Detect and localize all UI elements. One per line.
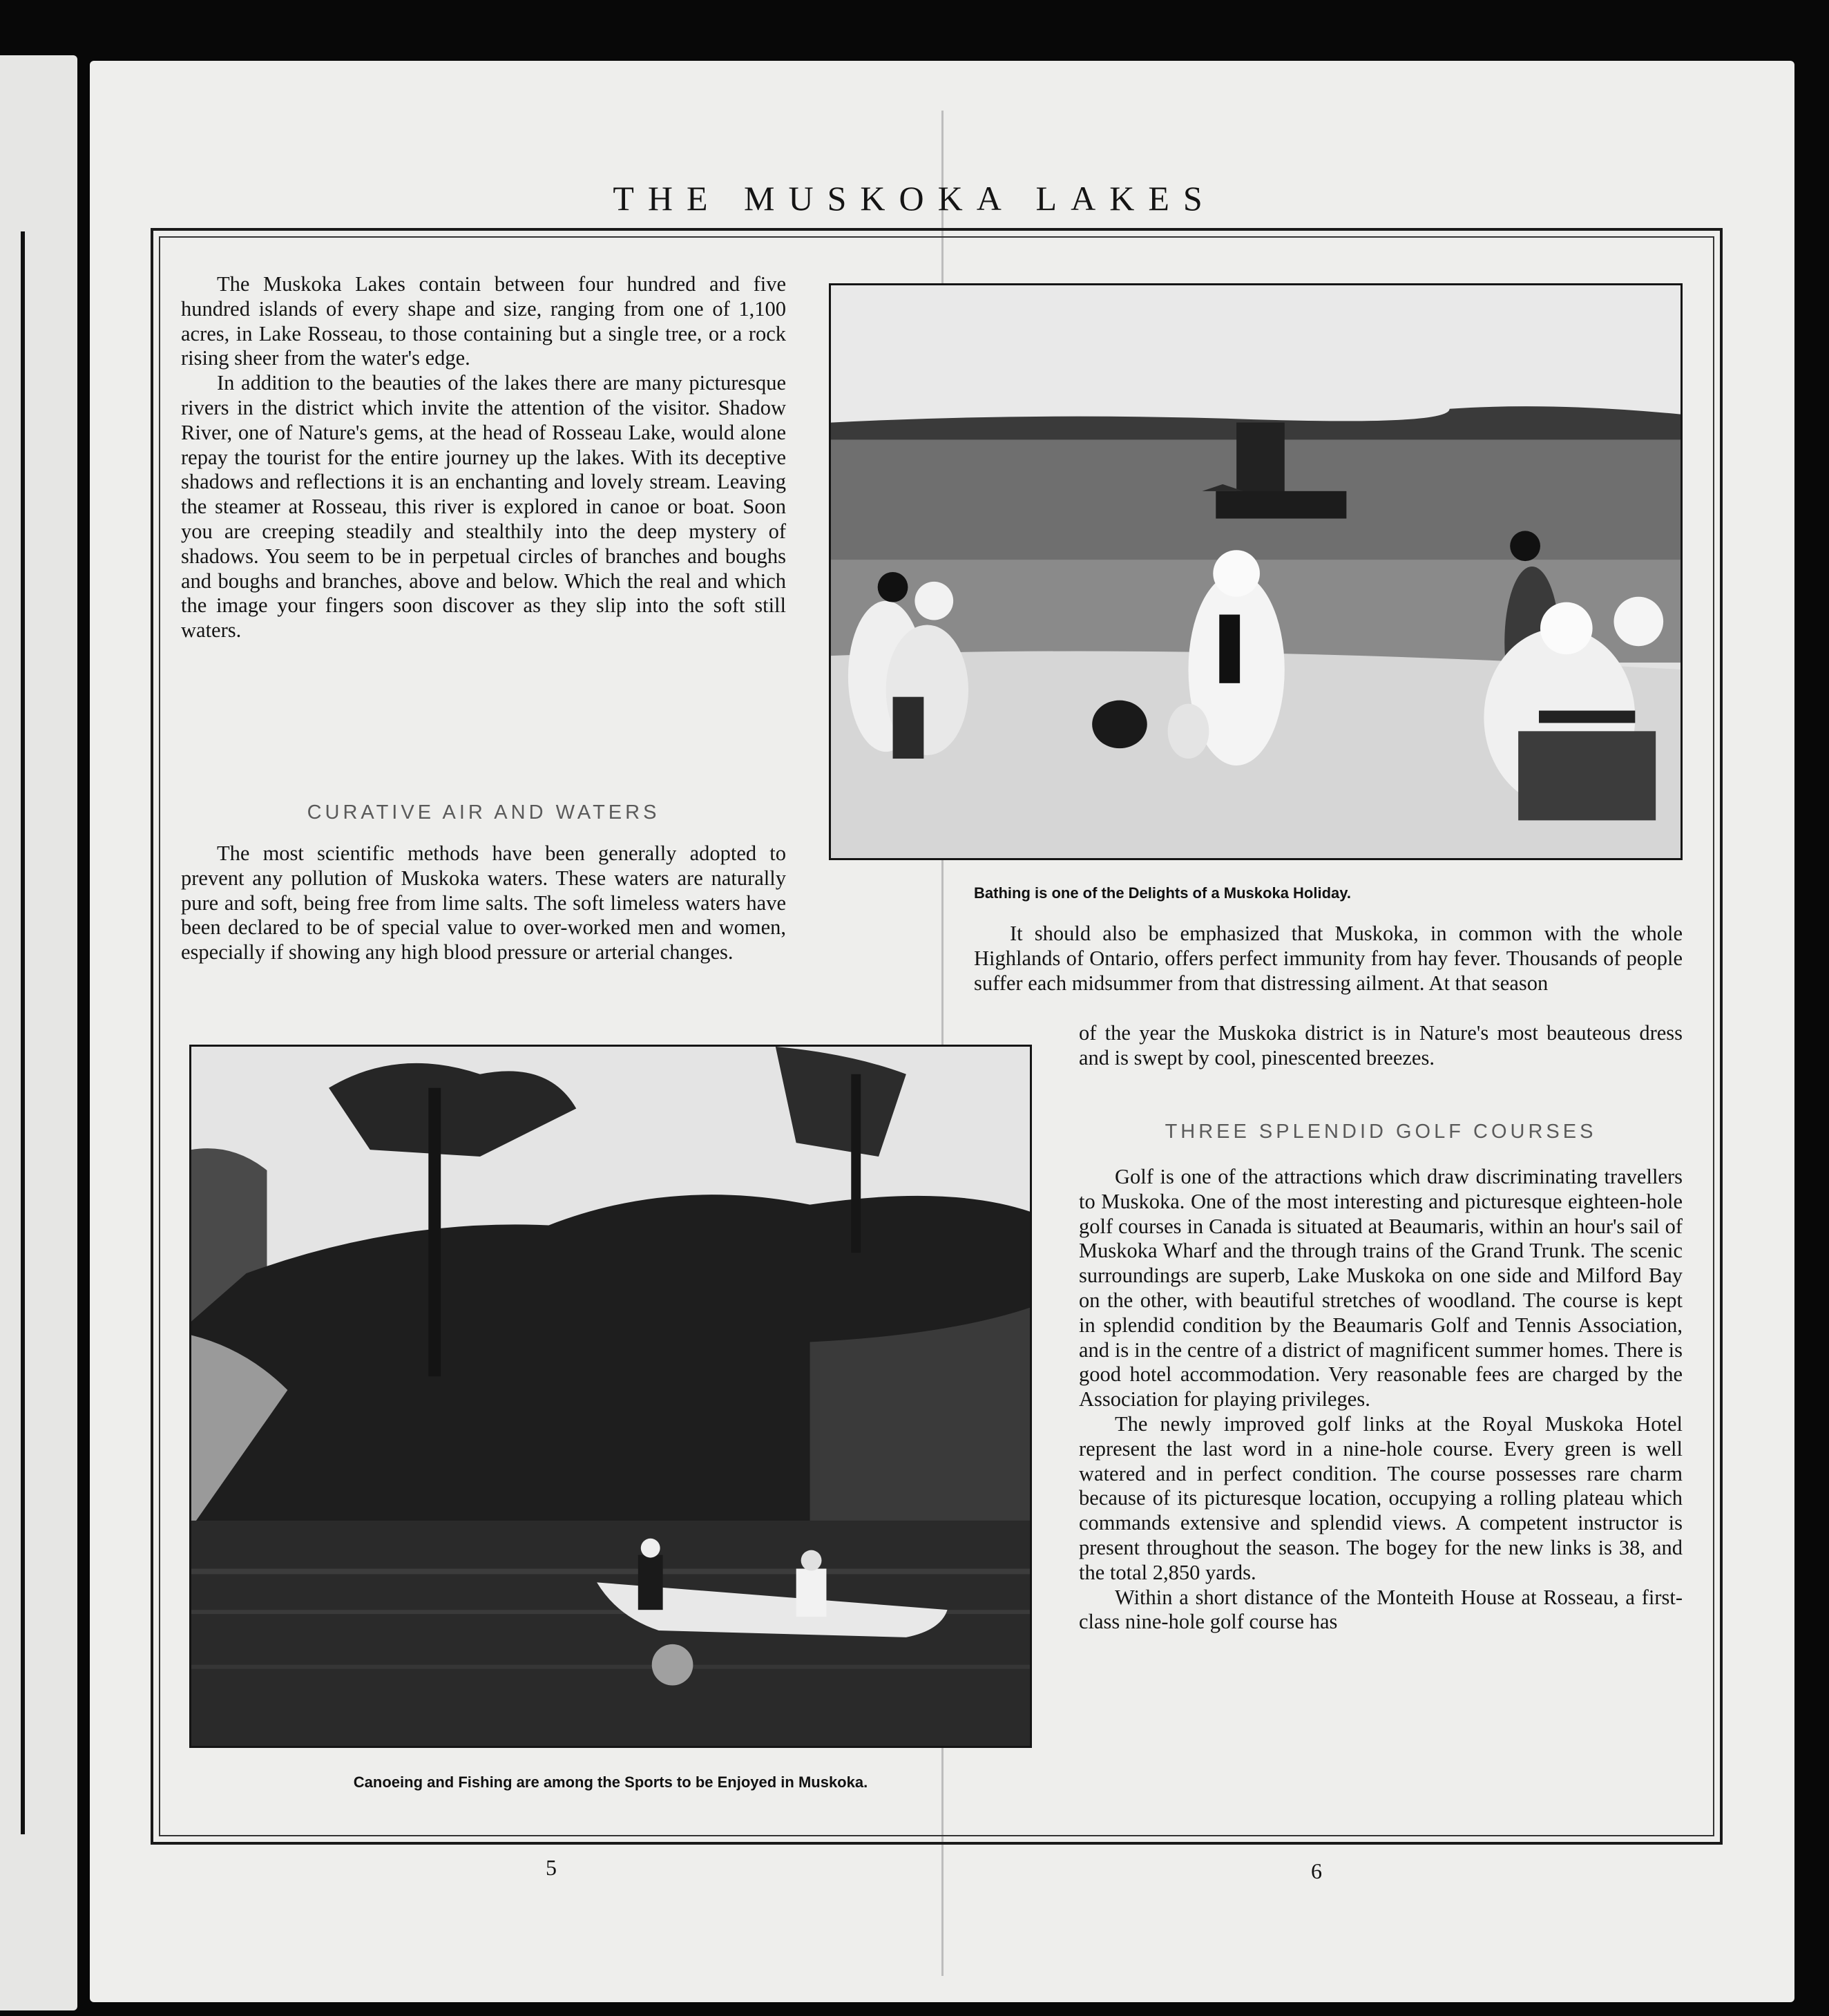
adjacent-page-edge [0,55,77,2010]
page-number-left: 5 [546,1855,557,1880]
page-number-right: 6 [1311,1858,1322,1883]
right-column-text-a [974,922,1683,996]
paragraph-beaumaris: Golf is one of the attractions which draw discriminating travellers to Muskoka. One of the most interesting and picturesque eighteen-hole golf courses in Canada is situated at Beaumaris, within an hour's sail of Muskoka Wharf and the through trains of the Grand Trunk. The scenic surroundings are superb, Lake Muskoka on one side and Milford Bay on the other, with beautiful stretches of woodland. The course is kept in splendid condition by the Beaumaris Golf and Tennis Association, and is in the centre of a district of magnificent summer homes. There is good hotel accommodation. Very reasonable fees are charged by the Association for playing privileges. [1079,1165,1683,1411]
adjacent-page-border [21,231,25,1834]
paragraph-islands: The Muskoka Lakes contain between four hundred and five hundred islands of every shape and size, ranging from one of 1,100 acres, in Lake Rosseau, to those containing but a single tree, or a rock rising sheer from the water's edge. [181,272,786,370]
right-column-text-golf [1079,1165,1683,1635]
page-title: THE MUSKOKA LAKES [613,179,1216,218]
left-column-text-2 [181,841,786,965]
paragraph-waters: The most scientific methods have been generally adopted to prevent any pollution of Muskoka waters. These waters are naturally pure and soft, being free from lime salts. The soft limeless waters have been declared to be of special value to over-worked men and women, especially if showing any high blood pressure or arterial changes. [181,841,786,964]
paragraph-monteith: Within a short distance of the Monteith House at Rosseau, a first-class nine-hole golf course has [1079,1585,1683,1634]
left-column-text [181,272,786,643]
heading-golf: THREE SPLENDID GOLF COURSES [1165,1121,1597,1143]
paragraph-royal-muskoka: The newly improved golf links at the Royal Muskoka Hotel represent the last word in a nine-hole course. Every green is well watered and in perfect condition. The course possesses rare charm because of its picturesque location, occupying a rolling plateau which commands extensive and splendid views. A competent instructor is present throughout the season. The bogey for the new links is 38, and the total 2,850 yards. [1079,1411,1683,1584]
photo-canoeing [189,1045,1032,1748]
caption-bathing: Bathing is one of the Delights of a Muskoka Holiday. [974,884,1351,902]
paragraph-rivers: In addition to the beauties of the lakes there are many picturesque rivers in the district which invite the attention of the visitor. Shadow River, one of Nature's gems, at the head of Rosseau Lake, would alone repay the tourist for the entire journey up the lakes. With its deceptive shadows and reflections it is an enchanting and lovely stream. Leaving the steamer at Rosseau, this river is explored in canoe or boat. Soon you are creeping steadily and stealthily into the deep mystery of shadows. You seem to be in perpetual circles of branches and boughs and boughs and branches, above and below. Which the real and which the image your fingers soon discover as they slip into the soft still waters. [181,371,786,643]
paragraph-hay-fever: It should also be emphasized that Muskoka, in common with the whole Highlands of Ontario, offers perfect immunity from hay fever. Thousands of people suffer each midsummer from that distressing ailment. At that season [974,922,1683,995]
paragraph-season: of the year the Muskoka district is in Nature's most beauteous dress and is swept by cool, pinescented breezes. [1079,1021,1683,1069]
caption-canoeing: Canoeing and Fishing are among the Sports to be Enjoyed in Muskoka. [353,1773,868,1791]
bathing-scene-image [831,285,1680,858]
right-column-text-b [1079,1021,1683,1071]
photo-bathing [829,283,1683,860]
heading-curative: CURATIVE AIR AND WATERS [307,801,660,824]
canoeing-scene-image [191,1047,1030,1746]
